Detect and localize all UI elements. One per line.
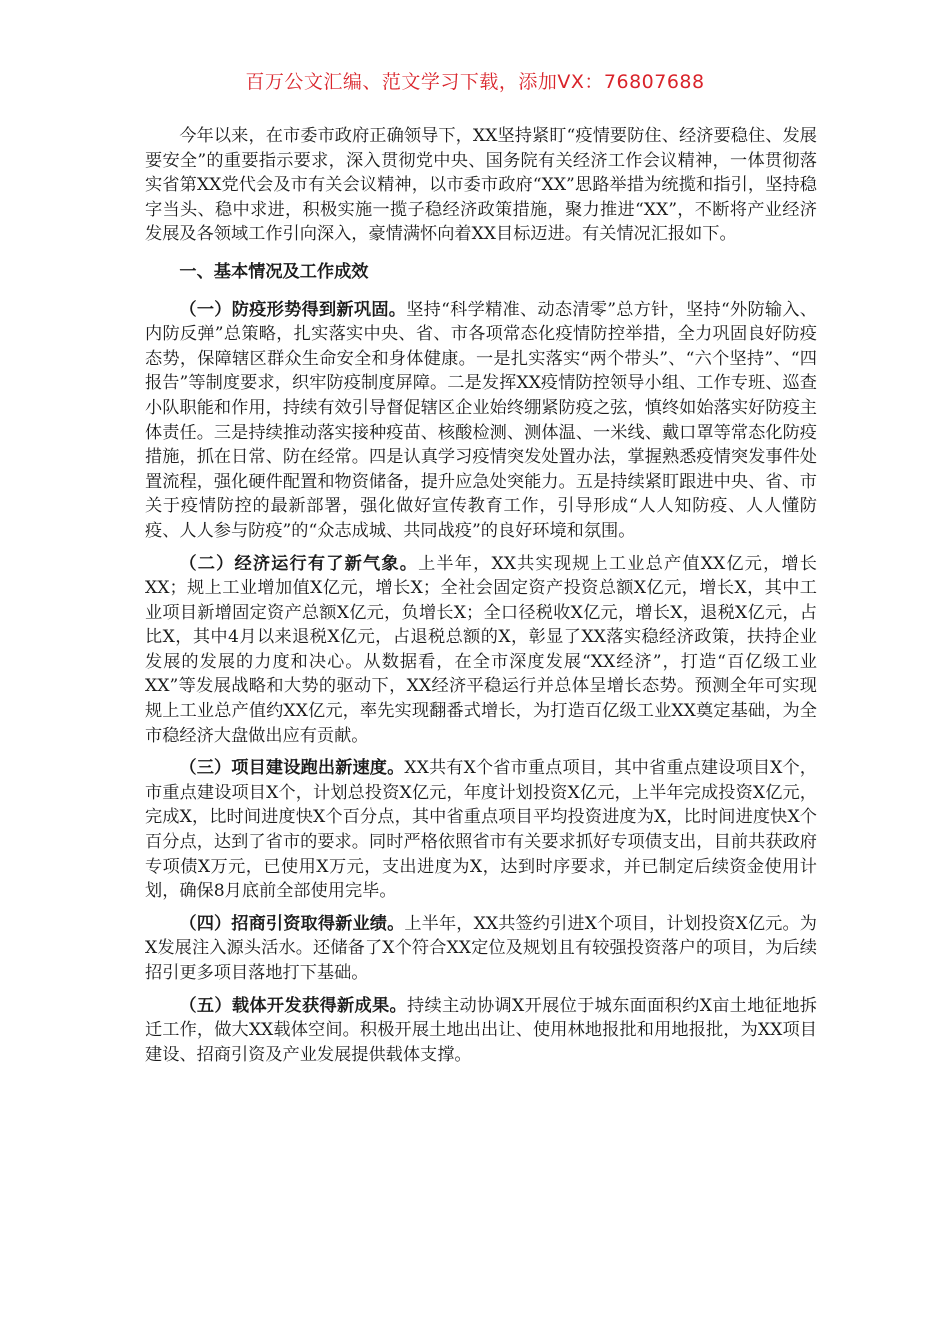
paragraph-investment (145, 912, 817, 986)
paragraph-land (145, 994, 817, 1068)
paragraph-epidemic (145, 298, 817, 544)
paragraph-economy (145, 552, 817, 749)
paragraph-title: （三）项目建设跑出新速度。 (179, 758, 405, 779)
promo-banner: 百万公文汇编、范文学习下载，添加VX：76807688 (245, 71, 705, 93)
paragraph-projects (145, 756, 817, 904)
section-heading: 一、基本情况及工作成效 (179, 261, 369, 282)
paragraph-title: （五）载体开发获得新成果。 (179, 995, 407, 1016)
paragraph-title: （一）防疫形势得到新巩固。 (179, 299, 407, 320)
paragraph-title: （四）招商引资取得新业绩。 (179, 913, 405, 934)
paragraph-title: （二）经济运行有了新气象。 (179, 553, 419, 574)
document-body (145, 124, 817, 1067)
paragraph-body: 上半年，XX共签约引进X个项目，计划投资X亿元。为X发展注入源头活水。还储备了X个符合XX定位及规划且有较强投资落户的项目，为后续招引更多项目落地打下基础。 (145, 913, 817, 983)
paragraph-body: 上半年，XX共实现规上工业总产值XX亿元，增长XX；规上工业增加值X亿元，增长X；全社会固定资产投资总额X亿元，增长X，其中工业项目新增固定资产总额X亿元，负增长X；全口径税收X亿元，增长X，退税X亿元，占比X，其中4月以来退税X亿元，占退税总额的X，彰显了XX落实稳经济政策，扶持企业发展的发展的力度和决心。从数据看，在全市深度发展“XX经济”，打造“百亿级工业XX”等发展战略和大势的驱动下，XX经济平稳运行并总体呈增长态势。预测全年可实现规上工业总产值约XX亿元，率先实现翻番式增长，为打造百亿级工业XX奠定基础，为全市稳经济大盘做出应有贡献。 (145, 553, 817, 746)
intro-paragraph: 今年以来，在市委市政府正确领导下，XX坚持紧盯“疫情要防住、经济要稳住、发展要安全”的重要指示要求，深入贯彻党中央、国务院有关经济工作会议精神，一体贯彻落实省第XX党代会及市有关会议精神，以市委市政府“XX”思路举措为统揽和指引，坚持稳字当头、稳中求进，积极实施一揽子稳经济政策措施，聚力推进“XX”，不断将产业经济发展及各领域工作引向深入，豪情满怀向着XX目标迈进。有关情况汇报如下。 (145, 126, 817, 245)
paragraph-body: XX共有X个省市重点项目，其中省重点建设项目X个，市重点建设项目X个，计划总投资X亿元，年度计划投资X亿元，上半年完成投资X亿元，完成X，比时间进度快X个百分点，其中省重点项目平均投资进度为X，比时间进度快X个百分点，达到了省市的要求。同时严格依照省市有关要求抓好专项债支出，目前共获政府专项债X万元，已使用X万元，支出进度为X，达到时序要求，并已制定后续资金使用计划，确保8月底前全部使用完毕。 (145, 758, 817, 902)
paragraph-body: 坚持“科学精准、动态清零”总方针，坚持“外防输入、内防反弹”总策略，扎实落实中央、省、市各项常态化疫情防控举措，全力巩固良好防疫态势，保障辖区群众生命安全和身体健康。一是扎实落实“两个带头”、“六个坚持”、“四报告”等制度要求，织牢防疫制度屏障。二是发挥XX疫情防控领导小组、工作专班、巡查小队职能和作用，持续有效引导督促辖区企业始终绷紧防疫之弦，慎终如始落实好防疫主体责任。三是持续推动落实接种疫苗、核酸检测、测体温、一米线、戴口罩等常态化防疫措施，抓在日常、防在经常。四是认真学习疫情突发处置办法，掌握熟悉疫情突发事件处置流程，强化硬件配置和物资储备，提升应急处突能力。五是持续紧盯跟进中央、省、市关于疫情防控的最新部署，强化做好宣传教育工作，引导形成“人人知防疫、人人懂防疫、人人参与防疫”的“众志成城、共同战疫”的良好环境和氛围。 (145, 299, 817, 541)
paragraph-body: 持续主动协调X开展位于城东面面积约X亩土地征地拆迁工作，做大XX载体空间。积极开展土地出出让、使用林地报批和用地报批，为XX项目建设、招商引资及产业发展提供载体支撑。 (145, 995, 817, 1065)
